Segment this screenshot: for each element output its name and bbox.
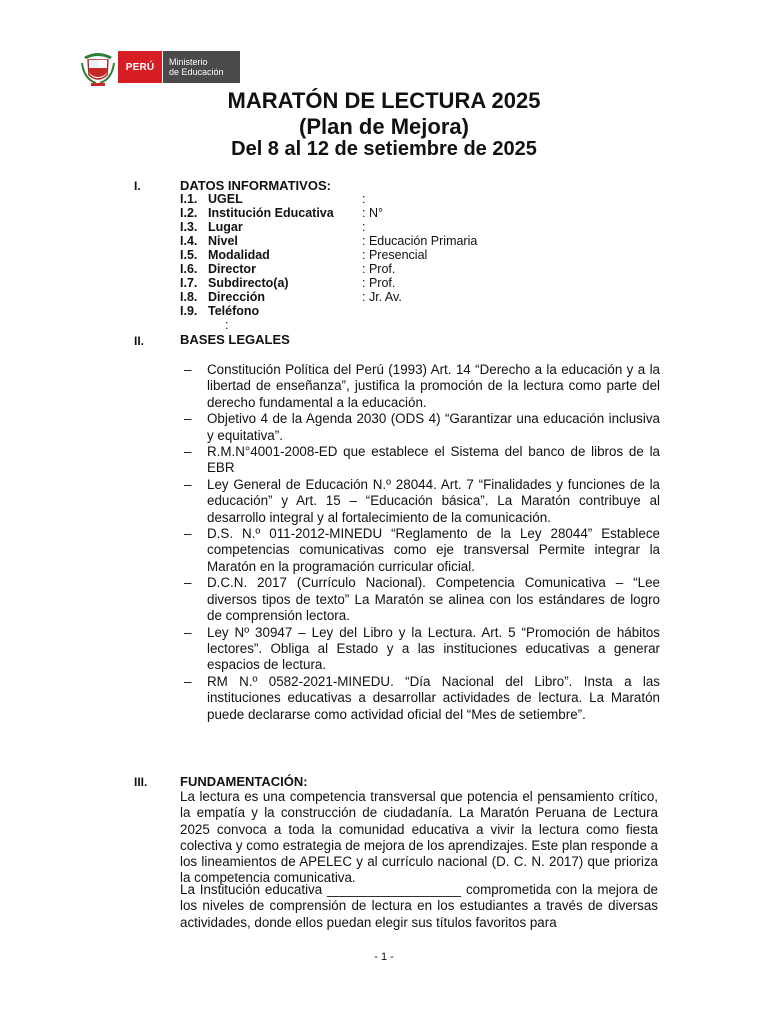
list-item: – Ley Nº 30947 – Ley del Libro y la Lectura. Art. 5 “Promoción de hábitos lectores”. Obliga al Estado y a las instituciones educativas a generar espacios de lectura.	[180, 625, 660, 674]
info-row-label: Modalidad	[208, 248, 270, 262]
list-item: – RM N.º 0582-2021-MINEDU. “Día Nacional del Libro”. Insta a las instituciones educativas a desarrollar actividades de lectura. La Maratón puede declararse como actividad oficial del “Mes de setiembre”.	[180, 674, 660, 723]
section3-title: FUNDAMENTACIÓN:	[180, 774, 308, 789]
info-row-number: I.8.	[180, 290, 198, 304]
info-row-number: I.4.	[180, 234, 198, 248]
peru-label: PERÚ	[118, 51, 162, 83]
info-row-number: I.3.	[180, 220, 198, 234]
legal-bases-list	[180, 362, 660, 723]
info-row-number: I.7.	[180, 276, 198, 290]
info-row-value: : N°	[362, 206, 383, 220]
info-row-number: I.1.	[180, 192, 198, 206]
info-row-value: : Educación Primaria	[362, 234, 478, 248]
ministry-line2: de Educación	[169, 67, 224, 77]
info-row-value: :	[362, 220, 366, 234]
info-row-value: : Prof.	[362, 276, 396, 290]
document-subtitle: (Plan de Mejora)	[299, 114, 469, 139]
info-row-label: Institución Educativa	[208, 206, 334, 220]
list-item: – R.M.N°4001-2008-ED que establece el Sistema del banco de libros de la EBR	[180, 444, 660, 477]
document-dates: Del 8 al 12 de setiembre de 2025	[231, 138, 537, 160]
info-row-label: Nivel	[208, 234, 238, 248]
section3-number: III.	[134, 775, 148, 789]
page-number: - 1 -	[374, 951, 394, 963]
fundamentacion-paragraph-1: La lectura es una competencia transversal que potencia el pensamiento crítico, la empatía y la construcción de ciudadanía. La Maratón Peruana de Lectura 2025 convoca a toda la comunidad educativa a vivir la lectura como fiesta colectiva y como estrategia de mejora de los aprendizajes. Este plan responde a los lineamientos de APELEC y al currículo nacional (D. C. N. 2017) que prioriza la competencia comunicativa.	[180, 789, 658, 886]
section1-title: DATOS INFORMATIVOS:	[180, 178, 331, 193]
info-row-value: : Jr. Av.	[362, 290, 402, 304]
list-item: – Constitución Política del Perú (1993) Art. 14 “Derecho a la educación y a la libertad de enseñanza”, justifica la promoción de la lectura como parte del derecho fundamental a la educación.	[180, 362, 660, 411]
info-row-label: Director	[208, 262, 256, 276]
document-title: MARATÓN DE LECTURA 2025	[227, 88, 541, 113]
fundamentacion-paragraph-2: La Institución educativa __________________ comprometida con la mejora de los niveles de comprensión de lectura en los estudiantes a través de diversas actividades, donde ellos puedan elegir sus títulos favoritos para	[180, 882, 658, 930]
section2-number: II.	[134, 334, 145, 348]
section1-number: I.	[134, 179, 141, 193]
peru-coat-of-arms-icon	[80, 47, 116, 87]
info-row-label: Lugar	[208, 220, 243, 234]
info-row-number: I.6.	[180, 262, 198, 276]
info-row-number: I.9.	[180, 304, 198, 318]
ministry-logo	[80, 47, 240, 87]
list-item: – Ley General de Educación N.º 28044. Art. 7 “Finalidades y funciones de la educación” y Art. 15 – “Educación básica”. La Maratón contribuye al desarrollo integral y al fortalecimiento de la comunicación.	[180, 477, 660, 526]
info-row-number: I.5.	[180, 248, 198, 262]
info-row-number: I.2.	[180, 206, 198, 220]
section2-title: BASES LEGALES	[180, 332, 290, 347]
info-row-value: : Prof.	[362, 262, 396, 276]
info-row-label: Dirección	[208, 290, 265, 304]
list-item: – D.S. N.º 011-2012-MINEDU “Reglamento de la Ley 28044” Establece competencias comunicativas como eje transversal Permite integrar la Maratón en la programación curricular oficial.	[180, 526, 660, 575]
info-row-label: Teléfono	[208, 304, 260, 318]
info-row-label: Subdirecto(a)	[208, 276, 289, 290]
ministry-line1: Ministerio	[169, 57, 208, 67]
list-item: – Objetivo 4 de la Agenda 2030 (ODS 4) “Garantizar una educación inclusiva y equitativa”.	[180, 411, 660, 444]
stray-colon: :	[225, 318, 229, 332]
info-row-label: UGEL	[208, 192, 243, 206]
info-row-value: : Presencial	[362, 248, 428, 262]
ministry-name	[162, 51, 240, 83]
list-item: – D.C.N. 2017 (Currículo Nacional). Competencia Comunicativa – “Lee diversos tipos de texto” La Maratón se alinea con los estándares de logro de comprensión lectora.	[180, 575, 660, 624]
info-row-value: :	[362, 192, 366, 206]
